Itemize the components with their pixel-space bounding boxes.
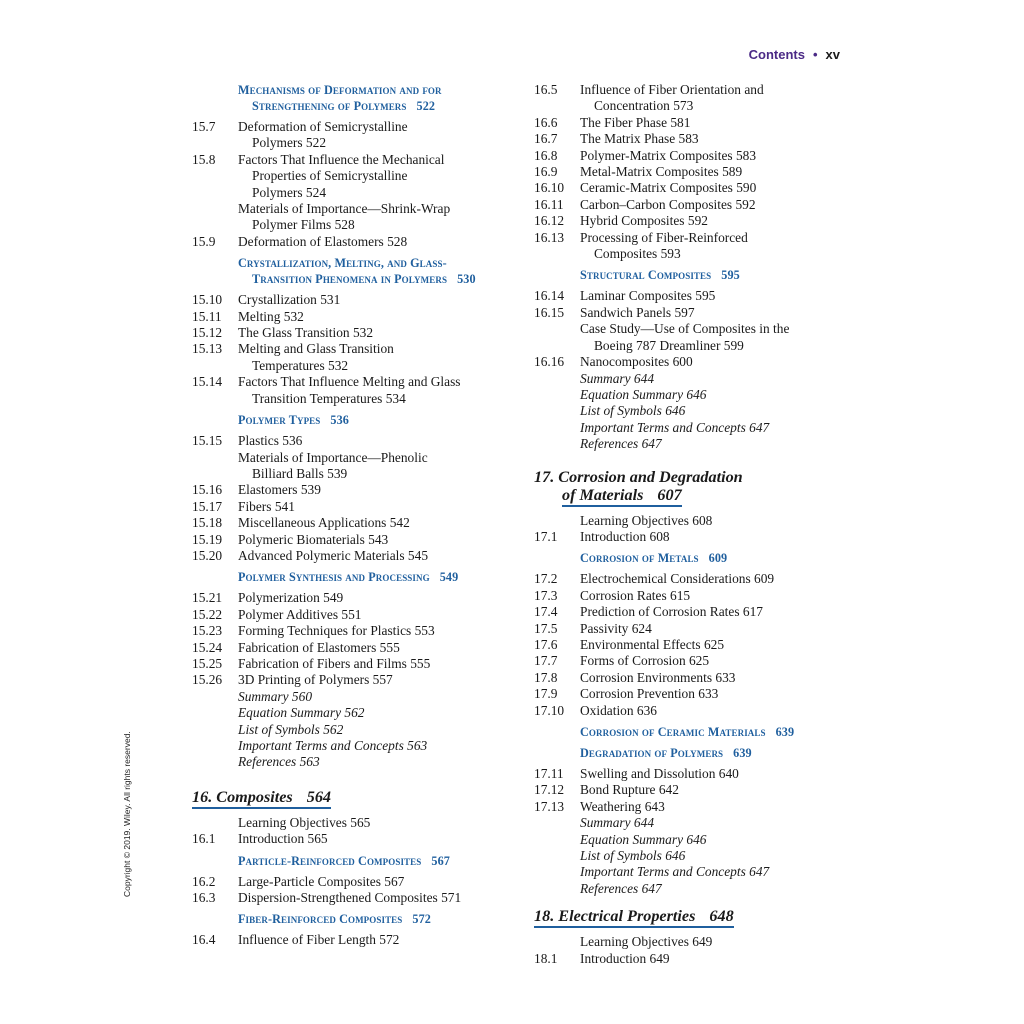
entry-text: Prediction of Corrosion Rates 617 bbox=[580, 604, 763, 620]
section-heading-line: Crystallization, Melting, and Glass- bbox=[238, 256, 447, 271]
entry-number: 17.10 bbox=[534, 702, 565, 718]
toc-entry[interactable] bbox=[192, 341, 502, 374]
entry-line: Melting and Glass Transition bbox=[238, 341, 394, 357]
chapter-heading-underline bbox=[562, 486, 682, 507]
references-entry[interactable]: References 563 bbox=[238, 754, 320, 770]
entry-number: 15.21 bbox=[192, 590, 223, 606]
entry-text: Crystallization 531 bbox=[238, 292, 341, 308]
section-heading-text: Corrosion of Metals bbox=[580, 551, 699, 566]
section-heading[interactable] bbox=[192, 911, 502, 927]
entry-line: Polymer Films 528 bbox=[252, 217, 355, 233]
entry-line: Polymers 522 bbox=[252, 135, 327, 151]
toc-entry[interactable] bbox=[534, 799, 824, 815]
toc-entry[interactable] bbox=[192, 590, 502, 606]
learning-objectives-entry[interactable]: Learning Objectives 565 bbox=[238, 814, 371, 830]
toc-entry[interactable] bbox=[192, 374, 502, 407]
entry-number: 16.2 bbox=[192, 873, 216, 889]
references-entry[interactable]: References 647 bbox=[580, 880, 662, 896]
entry-number: 15.9 bbox=[192, 233, 216, 249]
entry-text bbox=[238, 341, 502, 374]
entry-text: Environmental Effects 625 bbox=[580, 636, 725, 652]
section-heading-page: 639 bbox=[775, 725, 795, 739]
chapter-page: 564 bbox=[306, 787, 332, 806]
learning-objectives-entry[interactable]: Learning Objectives 608 bbox=[580, 512, 713, 528]
entry-text: Fibers 541 bbox=[238, 498, 295, 514]
entry-number: 17.6 bbox=[534, 636, 558, 652]
chapter-heading[interactable] bbox=[192, 788, 502, 809]
toc-entry[interactable] bbox=[192, 433, 502, 449]
entry-text: Laminar Composites 595 bbox=[580, 288, 716, 304]
entry-text: Oxidation 636 bbox=[580, 702, 657, 718]
summary-entry[interactable]: Summary 644 bbox=[580, 370, 655, 386]
toc-entry[interactable] bbox=[534, 653, 824, 669]
entry-line: Factors That Influence the Mechanical bbox=[238, 151, 445, 167]
entry-number: 16.5 bbox=[534, 82, 558, 97]
entry-number: 16.10 bbox=[534, 180, 565, 196]
section-heading[interactable] bbox=[192, 569, 502, 585]
section-heading[interactable] bbox=[192, 853, 502, 869]
entry-text: Influence of Fiber Length 572 bbox=[238, 932, 400, 948]
entry-text: Large-Particle Composites 567 bbox=[238, 873, 405, 889]
entry-text: 3D Printing of Polymers 557 bbox=[238, 672, 393, 688]
entry-line: Temperatures 532 bbox=[252, 357, 349, 373]
list-of-symbols-entry[interactable]: List of Symbols 646 bbox=[580, 403, 686, 419]
toc-entry[interactable] bbox=[534, 115, 824, 131]
entry-number: 15.14 bbox=[192, 374, 223, 390]
section-heading-text: Corrosion of Ceramic Materials bbox=[580, 725, 766, 739]
running-head bbox=[749, 47, 840, 62]
entry-line: Boeing 787 Dreamliner 599 bbox=[594, 337, 744, 353]
toc-entry[interactable] bbox=[192, 623, 502, 639]
section-heading-text: Particle-Reinforced Composites bbox=[238, 853, 422, 868]
entry-number: 15.24 bbox=[192, 639, 223, 655]
toc-entry[interactable] bbox=[192, 234, 502, 250]
toc-entry[interactable] bbox=[192, 325, 502, 341]
section-heading-page: 522 bbox=[416, 99, 436, 113]
materials-of-importance-entry[interactable] bbox=[192, 450, 502, 483]
entry-line: Concentration 573 bbox=[594, 98, 694, 114]
entry-number: 17.5 bbox=[534, 620, 558, 636]
entry-text: Polymeric Biomaterials 543 bbox=[238, 531, 389, 547]
page-number: xv bbox=[825, 47, 840, 62]
toc-entry[interactable] bbox=[534, 529, 824, 545]
toc-entry[interactable] bbox=[192, 548, 502, 564]
entry-number: 15.12 bbox=[192, 325, 223, 341]
entry-text: Passivity 624 bbox=[580, 620, 652, 636]
entry-number: 15.7 bbox=[192, 119, 216, 134]
entry-number: 15.10 bbox=[192, 292, 223, 308]
toc-entry[interactable] bbox=[192, 119, 502, 152]
entry-number: 17.1 bbox=[534, 528, 558, 544]
entry-text: Nanocomposites 600 bbox=[580, 354, 693, 370]
toc-entry[interactable] bbox=[534, 637, 824, 653]
toc-entry[interactable] bbox=[534, 305, 824, 321]
toc-entry[interactable] bbox=[192, 532, 502, 548]
section-heading-text: Transition Phenomena in Polymers bbox=[252, 272, 448, 287]
section-heading[interactable] bbox=[192, 412, 502, 428]
entry-text: Sandwich Panels 597 bbox=[580, 304, 695, 320]
entry-text: Introduction 649 bbox=[580, 950, 670, 966]
toc-entry[interactable] bbox=[534, 670, 824, 686]
entry-number: 16.7 bbox=[534, 131, 558, 147]
toc-entry[interactable] bbox=[192, 874, 502, 890]
chapter-page: 607 bbox=[657, 485, 682, 504]
entry-text: Corrosion Rates 615 bbox=[580, 587, 691, 603]
entry-number: 15.26 bbox=[192, 672, 223, 688]
section-heading[interactable] bbox=[534, 745, 824, 761]
entry-text: Dispersion-Strengthened Composites 571 bbox=[238, 890, 462, 906]
entry-text: Melting 532 bbox=[238, 308, 304, 324]
entry-text: Ceramic-Matrix Composites 590 bbox=[580, 180, 757, 196]
running-head-title: Contents bbox=[748, 47, 805, 62]
section-heading[interactable] bbox=[534, 550, 824, 566]
entry-text: Deformation of Elastomers 528 bbox=[238, 233, 408, 249]
toc-entry[interactable] bbox=[534, 782, 824, 798]
entry-line: Case Study—Use of Composites in the bbox=[580, 321, 790, 337]
entry-number: 17.4 bbox=[534, 604, 558, 620]
entry-number: 16.3 bbox=[192, 890, 216, 906]
section-heading-line bbox=[238, 271, 502, 287]
entry-number: 15.22 bbox=[192, 606, 223, 622]
entry-number: 15.15 bbox=[192, 433, 223, 449]
important-terms-entry[interactable]: Important Terms and Concepts 647 bbox=[580, 864, 770, 880]
copyright-notice: Copyright © 2019. Wiley. All rights reserved. bbox=[122, 731, 132, 897]
toc-column-right bbox=[534, 82, 824, 967]
section-heading-text: Structural Composites bbox=[580, 268, 712, 283]
chapter-heading[interactable] bbox=[534, 907, 824, 928]
toc-entry[interactable] bbox=[192, 890, 502, 906]
toc-entry[interactable] bbox=[192, 640, 502, 656]
references-entry[interactable]: References 647 bbox=[580, 436, 662, 452]
toc-entry[interactable] bbox=[192, 152, 502, 201]
entry-number: 15.20 bbox=[192, 547, 223, 563]
chapter-heading-underline bbox=[534, 907, 734, 928]
entry-line: Processing of Fiber-Reinforced bbox=[580, 229, 748, 245]
entry-text: Introduction 565 bbox=[238, 831, 328, 847]
list-of-symbols-entry[interactable]: List of Symbols 562 bbox=[238, 721, 344, 737]
toc-entry[interactable] bbox=[192, 482, 502, 498]
summary-entry[interactable]: Summary 644 bbox=[580, 815, 655, 831]
section-heading[interactable] bbox=[192, 255, 502, 287]
entry-text: Introduction 608 bbox=[580, 528, 670, 544]
toc-entry[interactable] bbox=[192, 932, 502, 948]
entry-text: The Glass Transition 532 bbox=[238, 325, 374, 341]
section-heading-page: 609 bbox=[708, 551, 728, 566]
entry-line: Deformation of Semicrystalline bbox=[238, 119, 408, 134]
toc-entry[interactable] bbox=[534, 288, 824, 304]
entry-number: 15.16 bbox=[192, 482, 223, 498]
section-heading-page: 530 bbox=[457, 272, 476, 287]
entry-number: 16.6 bbox=[534, 114, 558, 130]
toc-entry[interactable] bbox=[534, 588, 824, 604]
entry-number: 16.16 bbox=[534, 354, 565, 370]
entry-number: 15.25 bbox=[192, 655, 223, 671]
entry-text: Fabrication of Elastomers 555 bbox=[238, 639, 400, 655]
entry-number: 17.2 bbox=[534, 571, 558, 587]
materials-of-importance-entry[interactable] bbox=[192, 201, 502, 234]
entry-number: 16.1 bbox=[192, 831, 216, 847]
toc-entry[interactable] bbox=[534, 230, 824, 263]
section-heading-page: 549 bbox=[439, 570, 459, 585]
entry-text: Polymerization 549 bbox=[238, 590, 344, 606]
entry-number: 16.11 bbox=[534, 196, 564, 212]
entry-line: Factors That Influence Melting and Glass bbox=[238, 374, 461, 390]
entry-line: Materials of Importance—Shrink-Wrap bbox=[238, 201, 451, 217]
toc-column-left bbox=[192, 82, 502, 949]
toc-entry[interactable] bbox=[534, 604, 824, 620]
entry-line: Properties of Semicrystalline bbox=[252, 168, 408, 184]
entry-text: Fabrication of Fibers and Films 555 bbox=[238, 655, 431, 671]
toc-entry[interactable] bbox=[192, 499, 502, 515]
section-heading[interactable] bbox=[534, 267, 824, 283]
entry-number: 16.15 bbox=[534, 304, 565, 320]
important-terms-entry[interactable]: Important Terms and Concepts 647 bbox=[580, 419, 770, 435]
toc-entry[interactable] bbox=[534, 82, 824, 115]
chapter-heading-underline bbox=[192, 788, 331, 809]
entry-number: 17.12 bbox=[534, 782, 565, 798]
entry-text: Corrosion Environments 633 bbox=[580, 669, 736, 685]
chapter-title: 16. Composites bbox=[192, 787, 293, 806]
chapter-title: 18. Electrical Properties bbox=[534, 907, 696, 926]
case-study-entry[interactable] bbox=[534, 321, 824, 354]
important-terms-entry[interactable]: Important Terms and Concepts 563 bbox=[238, 738, 428, 753]
section-heading-text: Polymer Synthesis and Processing bbox=[238, 570, 430, 585]
toc-entry[interactable] bbox=[534, 951, 824, 967]
entry-line: Transition Temperatures 534 bbox=[252, 390, 406, 406]
entry-number: 17.3 bbox=[534, 587, 558, 603]
toc-entry[interactable] bbox=[534, 180, 824, 196]
running-head-dot: • bbox=[812, 47, 818, 62]
entry-line: Materials of Importance—Phenolic bbox=[238, 449, 428, 465]
entry-text: Plastics 536 bbox=[238, 433, 303, 449]
equation-summary-entry[interactable]: Equation Summary 646 bbox=[580, 831, 707, 847]
toc-entry[interactable] bbox=[534, 621, 824, 637]
entry-text: Hybrid Composites 592 bbox=[580, 213, 708, 229]
entry-text: The Fiber Phase 581 bbox=[580, 114, 691, 130]
toc-entry[interactable] bbox=[534, 148, 824, 164]
section-heading-page: 639 bbox=[733, 746, 752, 760]
entry-text: Polymer-Matrix Composites 583 bbox=[580, 147, 757, 163]
entry-number: 16.12 bbox=[534, 213, 565, 229]
entry-text: Miscellaneous Applications 542 bbox=[238, 515, 410, 531]
entry-text: Bond Rupture 642 bbox=[580, 782, 679, 798]
list-of-symbols-entry[interactable]: List of Symbols 646 bbox=[580, 848, 686, 864]
section-heading[interactable] bbox=[192, 82, 502, 114]
entry-number: 16.4 bbox=[192, 932, 216, 948]
summary-entry[interactable]: Summary 560 bbox=[238, 688, 313, 704]
toc-entry[interactable] bbox=[534, 197, 824, 213]
entry-text: Advanced Polymeric Materials 545 bbox=[238, 547, 429, 563]
entry-number: 15.13 bbox=[192, 341, 223, 357]
equation-summary-entry[interactable]: Equation Summary 562 bbox=[238, 705, 365, 721]
section-heading-page: 567 bbox=[431, 853, 450, 868]
entry-text bbox=[238, 152, 502, 201]
section-heading-text: Polymer Types bbox=[238, 413, 321, 428]
section-heading-line: Mechanisms of Deformation and for bbox=[238, 83, 442, 97]
chapter-title: of Materials bbox=[562, 485, 644, 504]
toc-entry[interactable] bbox=[192, 309, 502, 325]
toc-entry[interactable] bbox=[534, 703, 824, 719]
entry-text: Forms of Corrosion 625 bbox=[580, 653, 710, 669]
section-heading[interactable] bbox=[534, 724, 824, 740]
section-heading-text: Strengthening of Polymers bbox=[252, 99, 407, 113]
entry-text bbox=[238, 119, 502, 152]
chapter-title-line bbox=[534, 486, 824, 507]
entry-number: 16.8 bbox=[534, 147, 558, 163]
section-heading-page: 595 bbox=[721, 268, 740, 283]
entry-number: 17.13 bbox=[534, 798, 565, 814]
learning-objectives-entry[interactable]: Learning Objectives 649 bbox=[580, 934, 713, 950]
entry-number: 16.14 bbox=[534, 288, 565, 304]
entry-number: 17.11 bbox=[534, 766, 564, 781]
entry-number: 15.19 bbox=[192, 531, 223, 547]
entry-text: Weathering 643 bbox=[580, 798, 665, 814]
entry-number: 17.7 bbox=[534, 653, 558, 669]
toc-entry[interactable] bbox=[192, 607, 502, 623]
entry-number: 15.23 bbox=[192, 623, 223, 639]
toc-entry[interactable] bbox=[192, 656, 502, 672]
entry-line: Billiard Balls 539 bbox=[252, 465, 348, 481]
section-heading-page: 572 bbox=[412, 912, 431, 927]
entry-number: 17.9 bbox=[534, 686, 558, 702]
entry-text: Corrosion Prevention 633 bbox=[580, 686, 719, 702]
toc-entry[interactable] bbox=[192, 831, 502, 847]
equation-summary-entry[interactable]: Equation Summary 646 bbox=[580, 386, 707, 402]
entry-line: Influence of Fiber Orientation and bbox=[580, 82, 764, 97]
entry-text: Carbon–Carbon Composites 592 bbox=[580, 196, 756, 212]
entry-number: 15.11 bbox=[192, 308, 222, 324]
toc-entry[interactable] bbox=[534, 213, 824, 229]
chapter-title: 17. Corrosion and Degradation bbox=[534, 467, 743, 486]
entry-text bbox=[580, 230, 824, 263]
entry-text bbox=[580, 82, 824, 115]
section-heading-text: Degradation of Polymers bbox=[580, 746, 724, 760]
chapter-heading[interactable] bbox=[534, 468, 824, 507]
section-heading-page: 536 bbox=[330, 413, 349, 428]
section-heading-text: Fiber-Reinforced Composites bbox=[238, 912, 403, 927]
entry-text: The Matrix Phase 583 bbox=[580, 131, 699, 147]
toc-entry[interactable] bbox=[534, 131, 824, 147]
entry-text: Swelling and Dissolution 640 bbox=[580, 766, 739, 781]
entry-line: Polymers 524 bbox=[252, 184, 327, 200]
entry-number: 16.13 bbox=[534, 229, 565, 245]
toc-entry[interactable] bbox=[192, 672, 502, 688]
entry-text: Electrochemical Considerations 609 bbox=[580, 571, 775, 587]
toc-entry[interactable] bbox=[534, 571, 824, 587]
entry-text bbox=[238, 374, 502, 407]
chapter-page: 648 bbox=[709, 907, 734, 926]
section-heading-line bbox=[238, 98, 502, 114]
toc-entry[interactable] bbox=[534, 766, 824, 782]
entry-text: Forming Techniques for Plastics 553 bbox=[238, 623, 435, 639]
entry-number: 15.18 bbox=[192, 515, 223, 531]
toc-entry[interactable] bbox=[192, 515, 502, 531]
toc-entry[interactable] bbox=[534, 354, 824, 370]
entry-number: 17.8 bbox=[534, 669, 558, 685]
entry-number: 18.1 bbox=[534, 950, 558, 966]
toc-entry[interactable] bbox=[534, 686, 824, 702]
entry-number: 16.9 bbox=[534, 164, 558, 180]
entry-text: Polymer Additives 551 bbox=[238, 606, 362, 622]
entry-number: 15.17 bbox=[192, 498, 223, 514]
toc-entry[interactable] bbox=[192, 292, 502, 308]
entry-text: Metal-Matrix Composites 589 bbox=[580, 164, 743, 180]
entry-number: 15.8 bbox=[192, 151, 216, 167]
toc-entry[interactable] bbox=[534, 164, 824, 180]
entry-line: Composites 593 bbox=[594, 246, 681, 262]
entry-text: Elastomers 539 bbox=[238, 482, 321, 498]
